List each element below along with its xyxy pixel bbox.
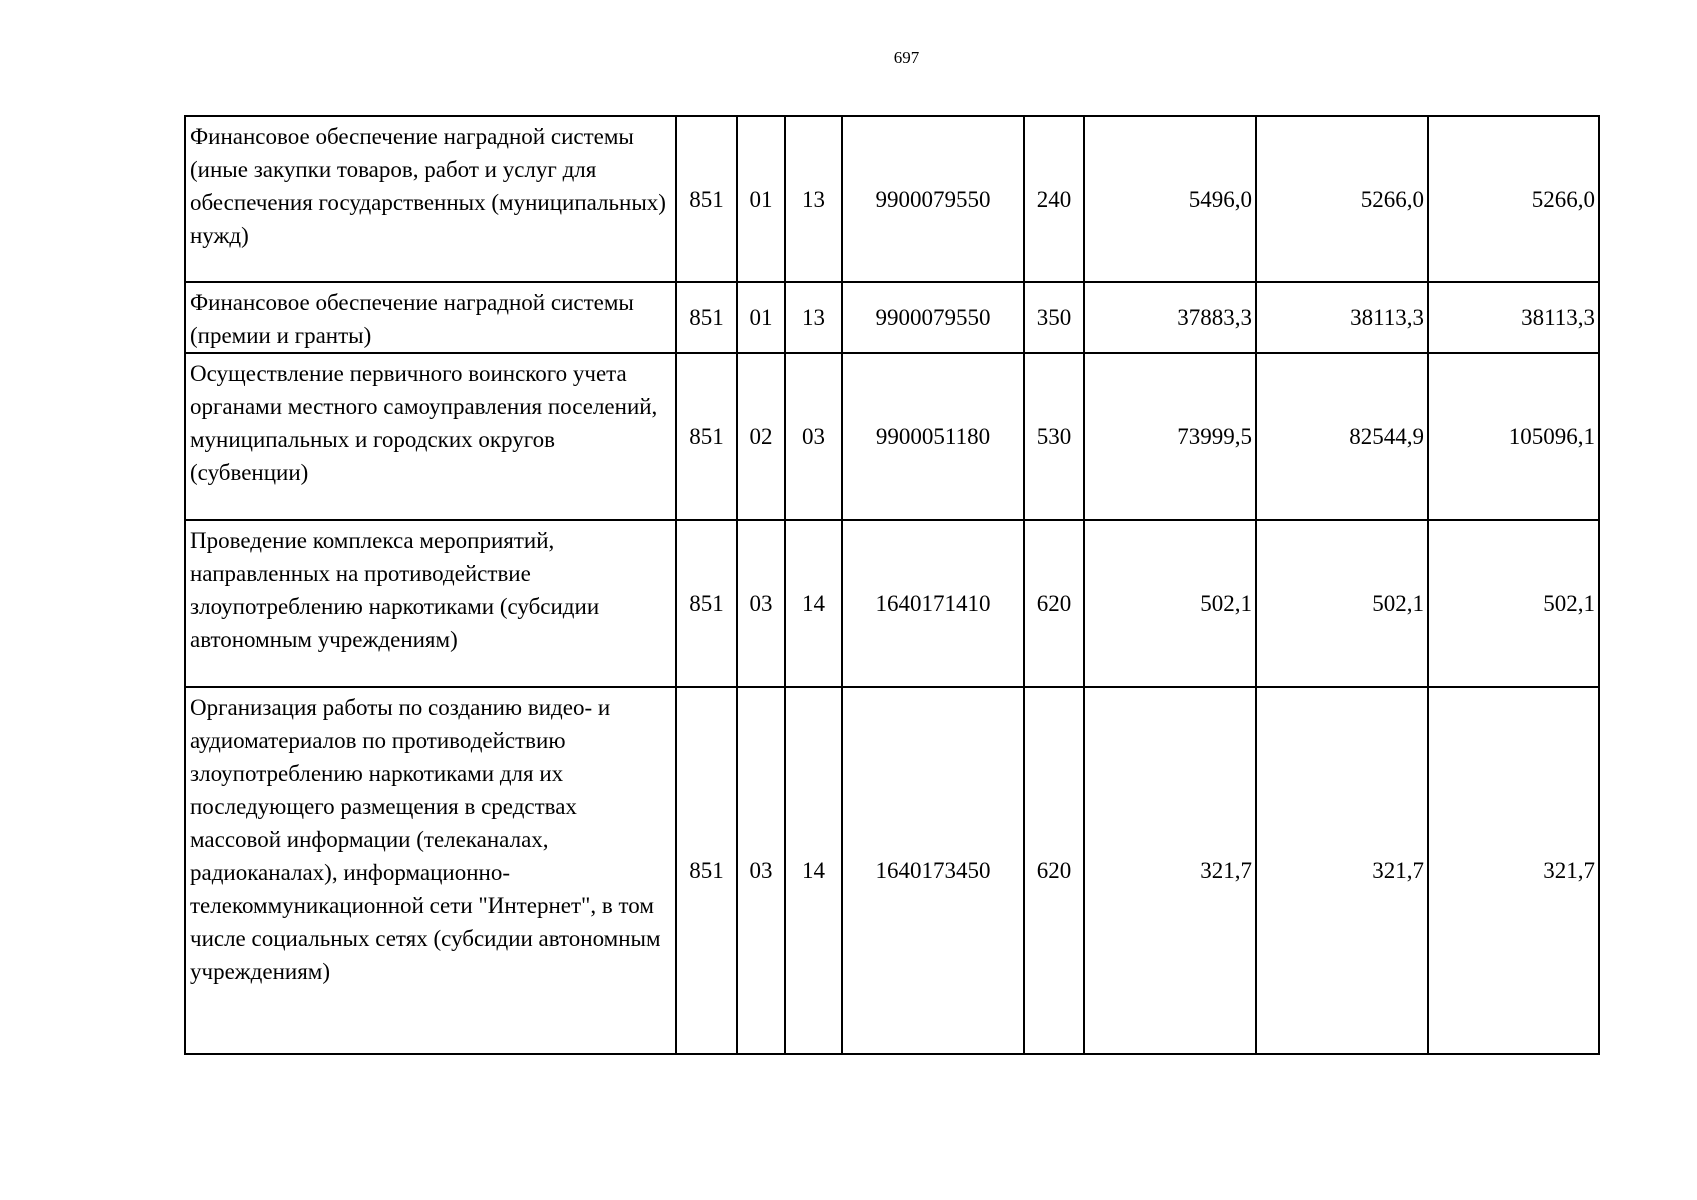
- section-code: 01: [737, 116, 785, 282]
- table-row: [185, 116, 1599, 282]
- target-article-code: 1640171410: [842, 520, 1024, 687]
- subsection-code: 03: [785, 353, 842, 520]
- amount-year-2: 5266,0: [1256, 116, 1428, 282]
- row-name: Финансовое обеспечение наградной системы (премии и гранты): [185, 282, 676, 353]
- amount-year-3: 5266,0: [1428, 116, 1599, 282]
- page-number: 697: [893, 48, 920, 67]
- amount-year-1: 502,1: [1084, 520, 1256, 687]
- table-row: [185, 282, 1599, 353]
- grbs-code: 851: [676, 353, 737, 520]
- amount-year-1: 73999,5: [1084, 353, 1256, 520]
- subsection-code: 14: [785, 687, 842, 1054]
- amount-year-1: 5496,0: [1084, 116, 1256, 282]
- grbs-code: 851: [676, 282, 737, 353]
- section-code: 03: [737, 687, 785, 1054]
- amount-year-3: 38113,3: [1428, 282, 1599, 353]
- amount-year-1: 37883,3: [1084, 282, 1256, 353]
- expense-type-code: 530: [1024, 353, 1084, 520]
- expense-type-code: 350: [1024, 282, 1084, 353]
- amount-year-3: 502,1: [1428, 520, 1599, 687]
- amount-year-2: 38113,3: [1256, 282, 1428, 353]
- table-row: [185, 353, 1599, 520]
- amount-year-2: 321,7: [1256, 687, 1428, 1054]
- target-article-code: 9900079550: [842, 282, 1024, 353]
- section-code: 02: [737, 353, 785, 520]
- table-row: [185, 520, 1599, 687]
- expense-type-code: 620: [1024, 520, 1084, 687]
- amount-year-2: 82544,9: [1256, 353, 1428, 520]
- target-article-code: 9900079550: [842, 116, 1024, 282]
- row-name: Организация работы по созданию видео- и аудиоматериалов по противодействию злоупотреблению наркотиками для их последующего размещения в средствах массовой информации (телеканалах, радиоканалах), информационно-телекоммуникационной сети "Интернет", в том числе социальных сетях (субсидии автономным учреждениям): [185, 687, 676, 1054]
- target-article-code: 1640173450: [842, 687, 1024, 1054]
- expense-type-code: 240: [1024, 116, 1084, 282]
- table-row: [185, 687, 1599, 1054]
- section-code: 01: [737, 282, 785, 353]
- amount-year-2: 502,1: [1256, 520, 1428, 687]
- section-code: 03: [737, 520, 785, 687]
- amount-year-3: 105096,1: [1428, 353, 1599, 520]
- grbs-code: 851: [676, 520, 737, 687]
- subsection-code: 13: [785, 116, 842, 282]
- amount-year-3: 321,7: [1428, 687, 1599, 1054]
- budget-table: [184, 115, 1600, 1055]
- grbs-code: 851: [676, 687, 737, 1054]
- subsection-code: 13: [785, 282, 842, 353]
- amount-year-1: 321,7: [1084, 687, 1256, 1054]
- row-name: Финансовое обеспечение наградной системы (иные закупки товаров, работ и услуг для обеспечения государственных (муниципальных) нужд): [185, 116, 676, 282]
- row-name: Осуществление первичного воинского учета органами местного самоуправления поселений, муниципальных и городских округов (субвенции): [185, 353, 676, 520]
- subsection-code: 14: [785, 520, 842, 687]
- row-name: Проведение комплекса мероприятий, направленных на противодействие злоупотреблению наркотиками (субсидии автономным учреждениям): [185, 520, 676, 687]
- target-article-code: 9900051180: [842, 353, 1024, 520]
- expense-type-code: 620: [1024, 687, 1084, 1054]
- grbs-code: 851: [676, 116, 737, 282]
